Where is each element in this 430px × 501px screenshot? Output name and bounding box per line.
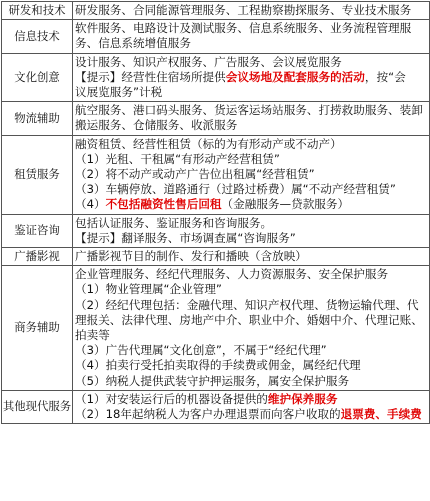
text-segment: 融资租赁、经营性租赁（标的为有形动产或不动产）: [75, 136, 342, 151]
description-line: [75, 358, 427, 373]
text-segment: 【提示】经营性住宿场所提供: [75, 69, 226, 84]
description-line: [75, 21, 427, 36]
text-segment: （3）车辆停放、道路通行（过路过桥费）属“不动产经营租赁”: [75, 182, 396, 197]
text-segment: （3）广告代理属“文化创意”，不属于“经纪代理”: [75, 343, 327, 358]
description-cell: [73, 266, 430, 391]
table-body: [2, 2, 430, 424]
text-segment: （2）18年起纳税人为客户办理退票而向客户收取的: [75, 407, 341, 422]
table-row: [2, 266, 430, 391]
text-segment: 广播影视节目的制作、发行和播映（含放映）: [75, 249, 307, 264]
description-line: [75, 267, 427, 282]
description-cell: [73, 102, 430, 135]
text-segment: 理报关、法律代理、房地产中介、职业中介、婚姻中介、代理记账、: [75, 312, 423, 327]
text-segment: （1）光租、干租属“有形动产经营租赁”: [75, 151, 280, 166]
text-segment: 拍卖等: [75, 328, 110, 343]
description-line: [75, 216, 427, 231]
description-cell: [73, 248, 430, 266]
description-line: [75, 407, 427, 422]
description-line: [75, 298, 427, 313]
category-cell: 文化创意: [2, 53, 73, 102]
description-line: [75, 55, 427, 70]
table-row: [2, 2, 430, 20]
description-line: [75, 118, 427, 133]
description-cell: [73, 2, 430, 20]
text-segment: 议展览服务”计税: [75, 85, 163, 100]
text-segment: 搬运服务、仓储服务、收派服务: [75, 118, 238, 133]
text-segment: （4）: [75, 197, 106, 212]
text-segment: （4）拍卖行受托拍卖取得的手续费或佣金，属经纪代理: [75, 358, 361, 373]
highlighted-text: 不包括融资性售后回租: [105, 197, 222, 212]
text-segment: 企业管理服务、经纪代理服务、人力资源服务、安全保护服务: [75, 267, 389, 282]
text-segment: 设计服务、知识产权服务、广告服务、会议展览服务: [75, 54, 342, 69]
category-cell: 租赁服务: [2, 135, 73, 214]
category-cell: 研发和技术: [2, 2, 73, 20]
description-line: [75, 103, 427, 118]
description-line: [75, 197, 427, 212]
description-line: [75, 152, 427, 167]
description-cell: [73, 53, 430, 102]
description-line: [75, 231, 427, 246]
description-line: [75, 313, 427, 328]
description-line: [75, 85, 427, 100]
table-row: [2, 135, 430, 214]
text-segment: 软件服务、电路设计及测试服务、信息系统服务、业务流程管理服: [75, 21, 412, 36]
text-segment: 航空服务、港口码头服务、货运客运场站服务、打捞救助服务、装卸: [75, 103, 423, 118]
category-cell: 信息技术: [2, 20, 73, 53]
text-segment: 包括认证服务、鉴证服务和咨询服务。: [75, 215, 273, 230]
table-row: [2, 248, 430, 266]
category-cell: 商务辅助: [2, 266, 73, 391]
description-cell: [73, 135, 430, 214]
text-segment: 务、信息系统增值服务: [75, 36, 191, 51]
highlighted-text: 维护保养服务: [267, 391, 338, 406]
description-line: [75, 392, 427, 407]
category-cell: 物流辅助: [2, 102, 73, 135]
description-line: [75, 137, 427, 152]
category-cell: 其他现代服务: [2, 390, 73, 423]
description-line: [75, 167, 427, 182]
description-cell: [73, 390, 430, 423]
highlighted-text: 会议场地及配套服务的活动: [225, 69, 365, 84]
description-line: [75, 249, 427, 264]
text-segment: （5）纳税人提供武装守护押运服务，属安全保护服务: [75, 373, 350, 388]
text-segment: （2）将不动产或动产广告位出租属“经营租赁”: [75, 167, 315, 182]
table-row: [2, 214, 430, 247]
table-row: [2, 390, 430, 423]
description-line: [75, 374, 427, 389]
description-line: [75, 70, 427, 85]
highlighted-text: 退票费、手续费: [340, 407, 422, 422]
description-line: [75, 328, 427, 343]
text-segment: 【提示】翻译服务、市场调查属“咨询服务”: [75, 230, 296, 245]
description-cell: [73, 20, 430, 53]
text-segment: （1）物业管理属“企业管理”: [75, 282, 222, 297]
description-line: [75, 282, 427, 297]
category-cell: 广播影视: [2, 248, 73, 266]
description-line: [75, 36, 427, 51]
table-row: [2, 20, 430, 53]
text-segment: ，按“会: [364, 69, 406, 84]
description-cell: [73, 214, 430, 247]
text-segment: 研发服务、合同能源管理服务、工程勘察勘探服务、专业技术服务: [75, 3, 412, 17]
service-category-table: [1, 1, 430, 424]
text-segment: （金融服务—贷款服务）: [221, 197, 350, 212]
text-segment: （1）对安装运行后的机器设备提供的: [75, 391, 268, 406]
description-line: [75, 343, 427, 358]
description-line: [75, 3, 427, 18]
table-row: [2, 53, 430, 102]
text-segment: （2）经纪代理包括：金融代理、知识产权代理、货物运输代理、代: [75, 297, 419, 312]
category-cell: 鉴证咨询: [2, 214, 73, 247]
table-row: [2, 102, 430, 135]
description-line: [75, 182, 427, 197]
